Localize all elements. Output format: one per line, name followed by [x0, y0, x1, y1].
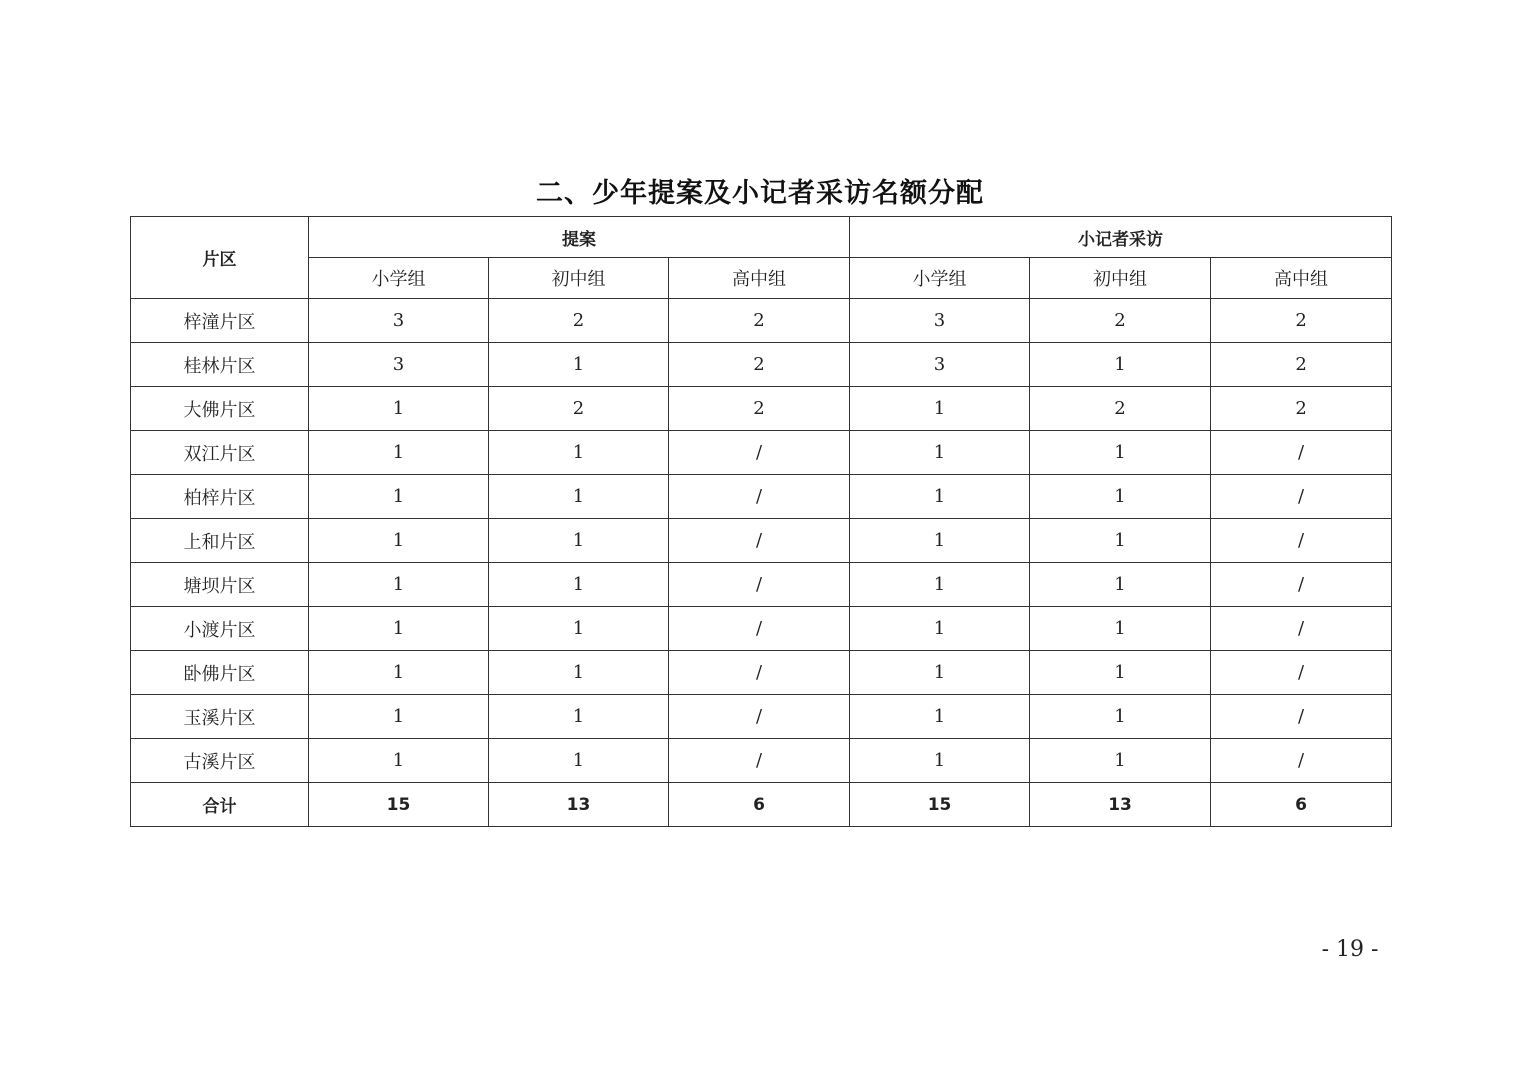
quota-cell: 1 — [1030, 651, 1211, 695]
region-cell: 古溪片区 — [131, 739, 309, 783]
table-row — [131, 651, 1392, 695]
quota-cell: / — [669, 739, 850, 783]
quota-cell: 1 — [309, 695, 489, 739]
quota-cell: 1 — [1030, 563, 1211, 607]
total-value: 13 — [489, 783, 669, 827]
quota-cell: 2 — [669, 387, 850, 431]
quota-cell: 2 — [1211, 387, 1392, 431]
table-row — [131, 299, 1392, 343]
subheader-senior: 高中组 — [669, 258, 850, 299]
total-label: 合计 — [131, 783, 309, 827]
subheader-junior: 初中组 — [1030, 258, 1211, 299]
quota-cell: / — [1211, 739, 1392, 783]
total-row — [131, 783, 1392, 827]
region-cell: 柏梓片区 — [131, 475, 309, 519]
table-row — [131, 739, 1392, 783]
quota-cell: / — [669, 563, 850, 607]
quota-cell: 1 — [1030, 607, 1211, 651]
quota-cell: 1 — [309, 387, 489, 431]
table-row — [131, 607, 1392, 651]
quota-cell: 1 — [489, 343, 669, 387]
group-header-interview: 小记者采访 — [850, 217, 1392, 258]
quota-cell: 1 — [309, 519, 489, 563]
quota-cell: 1 — [850, 607, 1030, 651]
quota-cell: 1 — [489, 431, 669, 475]
quota-cell: 1 — [850, 387, 1030, 431]
region-cell: 卧佛片区 — [131, 651, 309, 695]
subheader-junior: 初中组 — [489, 258, 669, 299]
quota-cell: 1 — [489, 651, 669, 695]
quota-cell: / — [1211, 431, 1392, 475]
quota-cell: 3 — [850, 343, 1030, 387]
quota-cell: 1 — [489, 695, 669, 739]
page-title: 二、少年提案及小记者采访名额分配 — [536, 178, 984, 209]
quota-cell: 1 — [489, 607, 669, 651]
quota-cell: 1 — [309, 431, 489, 475]
quota-cell: 1 — [850, 739, 1030, 783]
quota-cell: 1 — [1030, 695, 1211, 739]
quota-cell: / — [1211, 475, 1392, 519]
quota-cell: 1 — [850, 563, 1030, 607]
quota-cell: 1 — [309, 563, 489, 607]
quota-cell: 1 — [489, 563, 669, 607]
quota-cell: 2 — [669, 343, 850, 387]
quota-cell: 1 — [850, 695, 1030, 739]
quota-cell: 1 — [309, 739, 489, 783]
region-cell: 桂林片区 — [131, 343, 309, 387]
quota-cell: 1 — [309, 607, 489, 651]
quota-cell: 2 — [669, 299, 850, 343]
quota-cell: 1 — [1030, 475, 1211, 519]
quota-cell: 1 — [850, 519, 1030, 563]
quota-cell: / — [1211, 607, 1392, 651]
quota-cell: / — [1211, 519, 1392, 563]
total-value: 6 — [669, 783, 850, 827]
page-number: - 19 - — [1321, 937, 1379, 962]
quota-cell: 3 — [309, 343, 489, 387]
subheader-primary: 小学组 — [850, 258, 1030, 299]
table-row — [131, 695, 1392, 739]
region-cell: 梓潼片区 — [131, 299, 309, 343]
quota-cell: 1 — [1030, 519, 1211, 563]
quota-cell: 1 — [309, 475, 489, 519]
table-row — [131, 563, 1392, 607]
quota-cell: 1 — [850, 651, 1030, 695]
region-cell: 小渡片区 — [131, 607, 309, 651]
table-body — [131, 299, 1392, 783]
subheader-senior: 高中组 — [1211, 258, 1392, 299]
quota-cell: 1 — [850, 431, 1030, 475]
quota-cell: 2 — [1211, 299, 1392, 343]
quota-cell: / — [669, 475, 850, 519]
quota-cell: 1 — [489, 739, 669, 783]
quota-cell: 2 — [1030, 387, 1211, 431]
quota-cell: / — [669, 519, 850, 563]
quota-cell: 3 — [309, 299, 489, 343]
table-row — [131, 343, 1392, 387]
table-row — [131, 519, 1392, 563]
region-cell: 大佛片区 — [131, 387, 309, 431]
quota-cell: / — [1211, 651, 1392, 695]
header-row-subgroups — [131, 258, 1392, 299]
total-value: 15 — [850, 783, 1030, 827]
quota-cell: 1 — [850, 475, 1030, 519]
table-row — [131, 431, 1392, 475]
quota-cell: 3 — [850, 299, 1030, 343]
quota-cell: 2 — [489, 387, 669, 431]
quota-cell: 1 — [489, 475, 669, 519]
quota-cell: 1 — [1030, 431, 1211, 475]
table-row — [131, 387, 1392, 431]
quota-cell: 2 — [1211, 343, 1392, 387]
quota-cell: 1 — [489, 519, 669, 563]
quota-cell: / — [669, 695, 850, 739]
region-cell: 上和片区 — [131, 519, 309, 563]
total-value: 13 — [1030, 783, 1211, 827]
group-header-proposal: 提案 — [309, 217, 850, 258]
quota-cell: 2 — [1030, 299, 1211, 343]
region-cell: 玉溪片区 — [131, 695, 309, 739]
total-value: 6 — [1211, 783, 1392, 827]
quota-cell: / — [1211, 563, 1392, 607]
quota-cell: 2 — [489, 299, 669, 343]
table-row — [131, 475, 1392, 519]
quota-cell: / — [1211, 695, 1392, 739]
quota-table — [130, 216, 1392, 827]
quota-cell: / — [669, 607, 850, 651]
quota-cell: 1 — [309, 651, 489, 695]
quota-cell: 1 — [1030, 739, 1211, 783]
region-header: 片区 — [131, 217, 309, 299]
subheader-primary: 小学组 — [309, 258, 489, 299]
quota-cell: 1 — [1030, 343, 1211, 387]
region-cell: 双江片区 — [131, 431, 309, 475]
quota-cell: / — [669, 431, 850, 475]
quota-cell: / — [669, 651, 850, 695]
total-value: 15 — [309, 783, 489, 827]
region-cell: 塘坝片区 — [131, 563, 309, 607]
header-row-groups — [131, 217, 1392, 258]
